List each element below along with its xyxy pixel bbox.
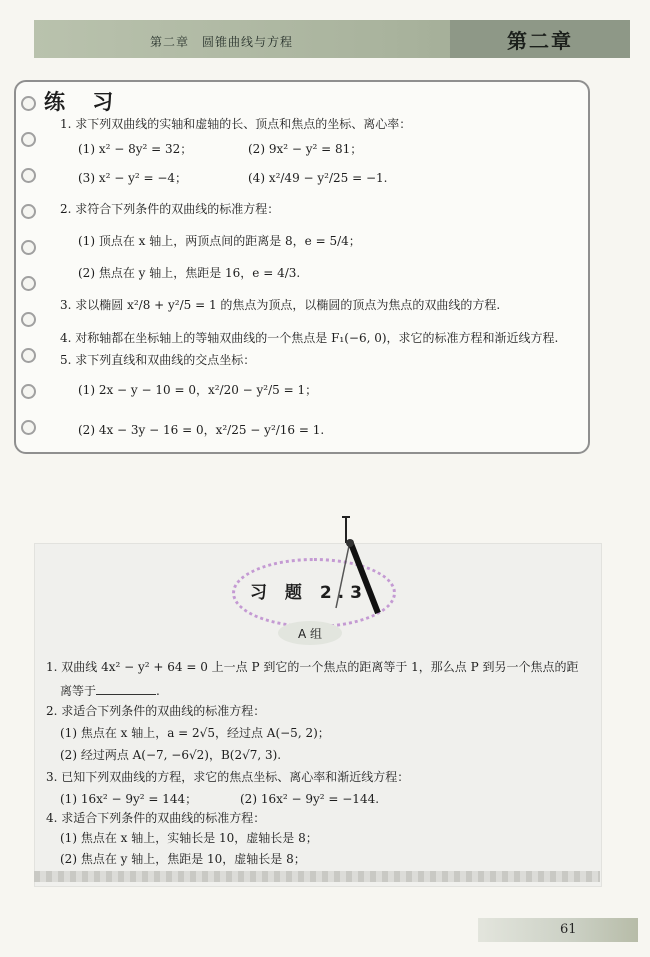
problem-4-item-2: (2) 焦点在 y 轴上，焦距是 10，虚轴长是 8； xyxy=(60,852,306,866)
exercise-question-5: 5. 求下列直线和双曲线的交点坐标： xyxy=(60,353,256,367)
binder-ring-icon xyxy=(21,276,36,291)
exercise-question-2: 2. 求符合下列条件的双曲线的标准方程： xyxy=(60,202,280,216)
exercise-q2-item-1: (1) 顶点在 x 轴上，两顶点间的距离是 8，e = 5/4； xyxy=(78,234,361,248)
binder-ring-icon xyxy=(21,420,36,435)
exercise-q2-item-2: (2) 焦点在 y 轴上，焦距是 16，e = 4/3. xyxy=(78,266,301,280)
binder-ring-icon xyxy=(21,384,36,399)
exercise-q5-item-1: (1) 2x − y − 10 = 0，x²/20 − y²/5 = 1； xyxy=(78,383,318,397)
problem-2-item-1: (1) 焦点在 x 轴上，a = 2√5，经过点 A(−5, 2)； xyxy=(60,726,330,740)
problem-set-title: 习 题 2.3 xyxy=(250,583,368,603)
problem-1-line-1: 1. 双曲线 4x² − y² + 64 = 0 上一点 P 到它的一个焦点的距离等于 1，那么点 P 到另一个焦点的距 xyxy=(46,660,579,674)
exercise-q1-item-2: (2) 9x² − y² = 81； xyxy=(248,142,363,156)
binder-ring-icon xyxy=(21,240,36,255)
problem-box-bottom-band xyxy=(34,871,600,882)
problem-2: 2. 求适合下列条件的双曲线的标准方程： xyxy=(46,704,266,718)
problem-1-line-2: 离等于 . xyxy=(60,684,160,698)
binder-ring-icon xyxy=(21,348,36,363)
exercise-question-1: 1. 求下列双曲线的实轴和虚轴的长、顶点和焦点的坐标、离心率： xyxy=(60,117,412,131)
problem-4: 4. 求适合下列条件的双曲线的标准方程： xyxy=(46,811,266,825)
problem-4-item-1: (1) 焦点在 x 轴上，实轴长是 10，虚轴长是 8； xyxy=(60,831,318,845)
footer-band xyxy=(478,918,638,942)
exercise-q1-item-4: (4) x²/49 − y²/25 = −1. xyxy=(248,171,388,185)
problem-1-text: 离等于 xyxy=(60,684,97,698)
group-a-label: A 组 xyxy=(278,621,342,645)
problem-3-item-1: (1) 16x² − 9y² = 144； xyxy=(60,792,198,806)
problem-3-item-2: (2) 16x² − 9y² = −144. xyxy=(240,792,380,806)
answer-blank xyxy=(96,683,156,695)
exercise-title: 练 习 xyxy=(44,90,124,114)
exercise-question-4: 4. 对称轴都在坐标轴上的等轴双曲线的一个焦点是 F₁(−6, 0)，求它的标准方程和渐近线方程. xyxy=(60,331,559,345)
chapter-title: 第二章 圆锥曲线与方程 xyxy=(150,35,294,49)
binder-ring-icon xyxy=(21,312,36,327)
chapter-label: 第二章 xyxy=(450,20,630,58)
page-number: 61 xyxy=(560,922,577,937)
problem-2-item-2: (2) 经过两点 A(−7, −6√2)，B(2√7, 3). xyxy=(60,748,282,762)
exercise-q1-item-1: (1) x² − 8y² = 32； xyxy=(78,142,193,156)
binder-ring-icon xyxy=(21,168,36,183)
binder-ring-icon xyxy=(21,132,36,147)
exercise-q1-item-3: (3) x² − y² = −4； xyxy=(78,171,188,185)
exercise-question-3: 3. 求以椭圆 x²/8 + y²/5 = 1 的焦点为顶点，以椭圆的顶点为焦点的双曲线的方程. xyxy=(60,298,501,312)
exercise-q5-item-2: (2) 4x − 3y − 16 = 0，x²/25 − y²/16 = 1. xyxy=(78,423,325,437)
problem-3: 3. 已知下列双曲线的方程，求它的焦点坐标、离心率和渐近线方程： xyxy=(46,770,410,784)
binder-ring-icon xyxy=(21,204,36,219)
binder-ring-icon xyxy=(21,96,36,111)
